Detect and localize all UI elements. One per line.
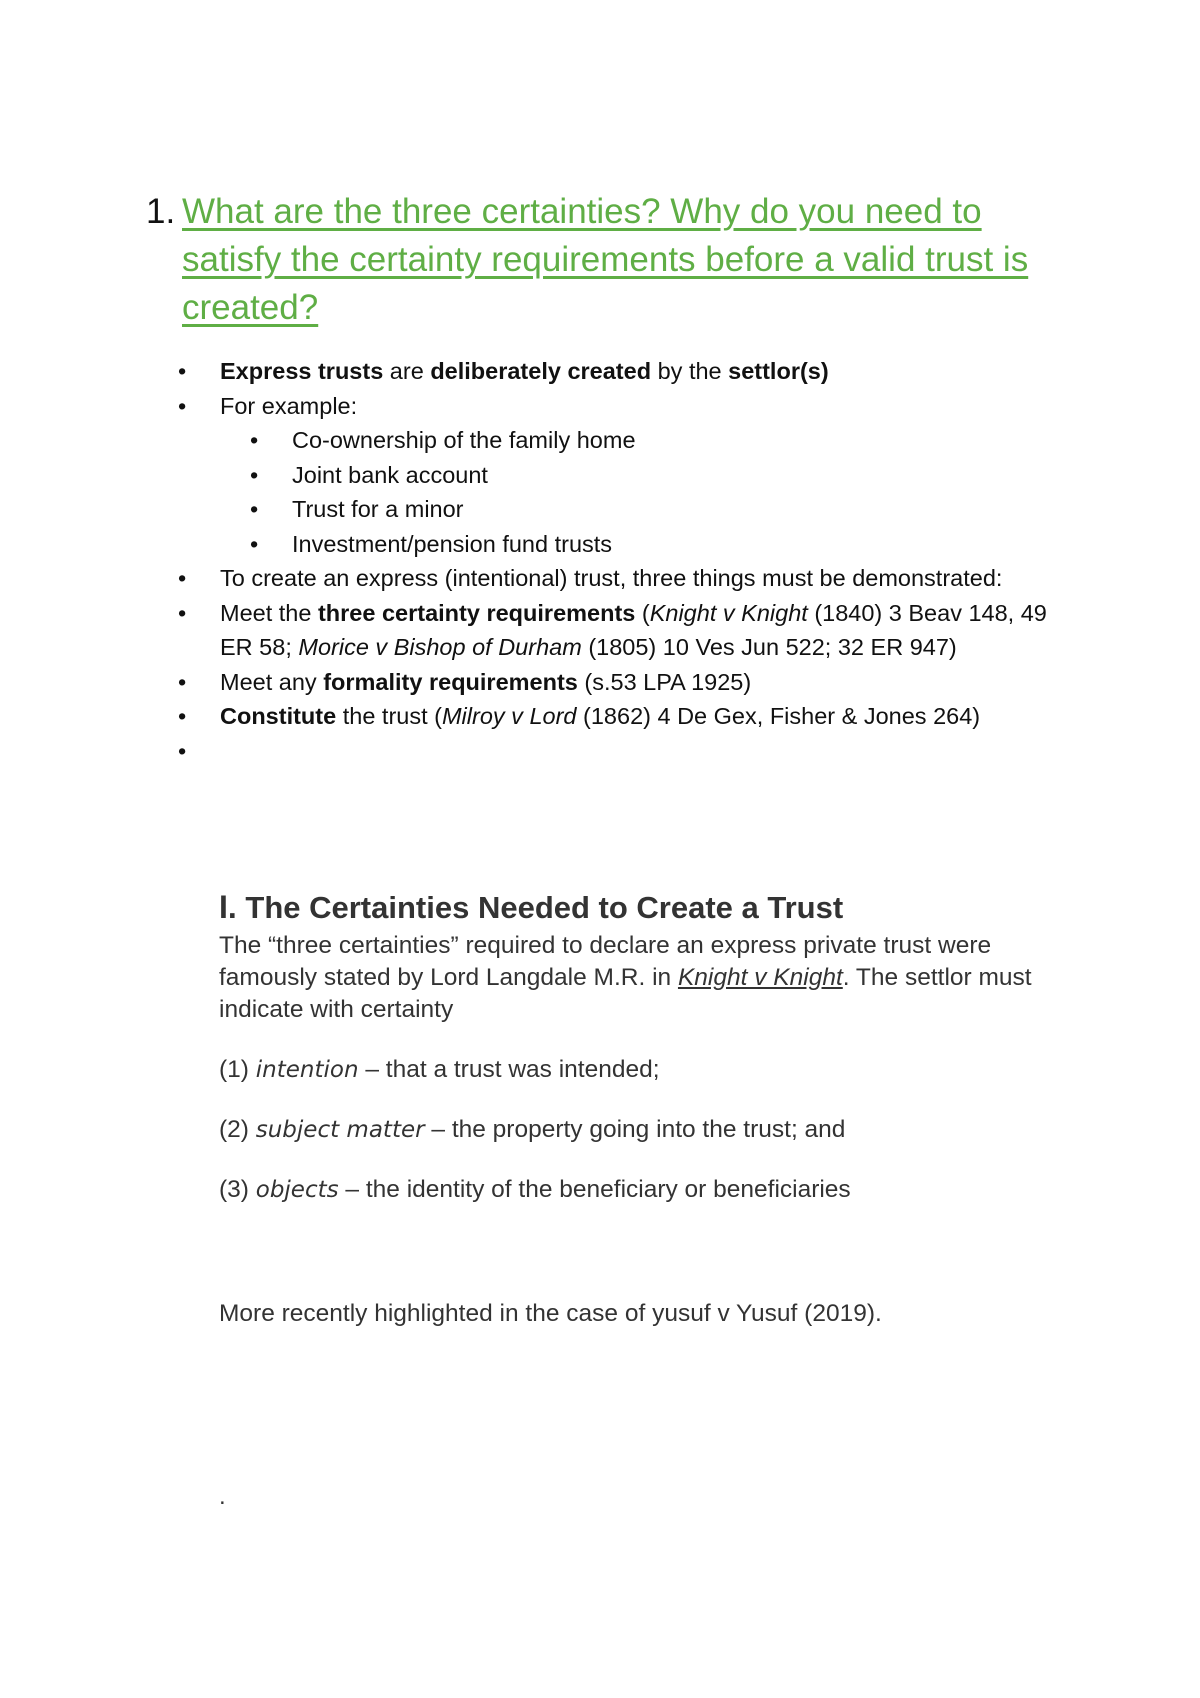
text: Trust for a minor	[292, 496, 464, 522]
text: Joint bank account	[292, 461, 488, 488]
bullet-icon: •	[250, 496, 259, 522]
text: are	[383, 358, 431, 384]
term-deliberately-created: deliberately created	[430, 358, 652, 384]
section-paragraph	[219, 930, 1039, 1026]
term-constitute: Constitute	[220, 703, 337, 729]
bullet-icon: •	[250, 427, 259, 453]
recent-case-note: More recently highlighted in the case of yusuf v Yusuf (2019).	[219, 1300, 882, 1327]
sub-list-item	[178, 458, 1078, 493]
citation: (s.53 LPA 1925)	[577, 668, 752, 695]
question-text: What are the three certainties? Why do you need to satisfy the certainty requirements before a valid trust is created?	[182, 192, 1029, 327]
text: Meet the	[220, 599, 318, 626]
list-item	[178, 699, 1078, 734]
case-name: Morice v Bishop of Durham	[298, 634, 582, 660]
section-numeral: I.	[219, 889, 237, 925]
bullet-icon: •	[178, 599, 187, 626]
bullet-icon: •	[178, 392, 187, 419]
text: by the	[651, 358, 729, 384]
term-express-trusts: Express trusts	[220, 358, 384, 384]
certainty-intention	[219, 1054, 660, 1086]
citation: (1805) 10 Ves Jun 522; 32 ER 947)	[581, 634, 957, 660]
text: Investment/pension fund trusts	[292, 530, 613, 557]
case-name: Knight v Knight	[677, 964, 843, 991]
list-item	[178, 389, 1078, 424]
bullet-icon: •	[178, 668, 187, 695]
text: To create an express (intentional) trust, three things must be demonstrated:	[220, 565, 1003, 591]
term: objects	[255, 1177, 339, 1203]
text: – the identity of the beneficiary or beneficiaries	[338, 1176, 851, 1203]
citation: (1862) 4 De Gex, Fisher & Jones 264)	[576, 703, 981, 729]
text: (3)	[219, 1176, 256, 1203]
bullet-icon: •	[178, 703, 187, 729]
bullet-icon: •	[250, 461, 259, 488]
question-number: 1.	[146, 192, 176, 231]
term: subject matter	[255, 1117, 425, 1143]
text: The “three certainties” required to declare an express private trust were famously stated by Lord Langdale M.R. in	[219, 932, 992, 991]
text: the trust (	[336, 703, 442, 729]
certainty-subject-matter	[219, 1114, 845, 1146]
list-item	[178, 354, 1078, 389]
text: (2)	[219, 1116, 256, 1143]
text: Meet any	[220, 668, 324, 695]
case-name: Milroy v Lord	[441, 703, 577, 729]
list-item	[178, 596, 1078, 665]
list-item	[178, 665, 1078, 700]
text: . The settlor must indicate with certainty	[219, 964, 1032, 1023]
section-title: The Certainties Needed to Create a Trust	[236, 890, 844, 925]
sub-list-item	[178, 492, 1078, 527]
bullet-icon: •	[178, 737, 187, 764]
text: – the property going into the trust; and	[424, 1116, 846, 1143]
citation: (1840) 3 Beav 148, 49 ER 58;	[220, 599, 1047, 660]
text: – that a trust was intended;	[358, 1056, 660, 1083]
term-settlor: settlor(s)	[728, 358, 829, 384]
bullet-icon: •	[178, 565, 187, 591]
text: (1)	[219, 1056, 256, 1083]
term-formality: formality requirements	[323, 668, 578, 695]
bullet-icon: •	[250, 530, 259, 557]
text: Co-ownership of the family home	[292, 427, 636, 453]
bullet-list	[178, 354, 1078, 764]
sub-list-item	[178, 527, 1078, 562]
sub-list-item	[178, 423, 1078, 458]
term-three-certainty: three certainty requirements	[317, 599, 636, 626]
term: intention	[255, 1057, 359, 1083]
text: (	[635, 599, 650, 626]
trailing-dot: .	[219, 1483, 226, 1510]
text: For example:	[220, 392, 358, 419]
case-name: Knight v Knight	[649, 599, 808, 626]
certainty-objects	[219, 1174, 851, 1206]
section-heading	[219, 887, 843, 928]
bullet-icon: •	[178, 358, 187, 384]
list-item	[178, 561, 1078, 596]
